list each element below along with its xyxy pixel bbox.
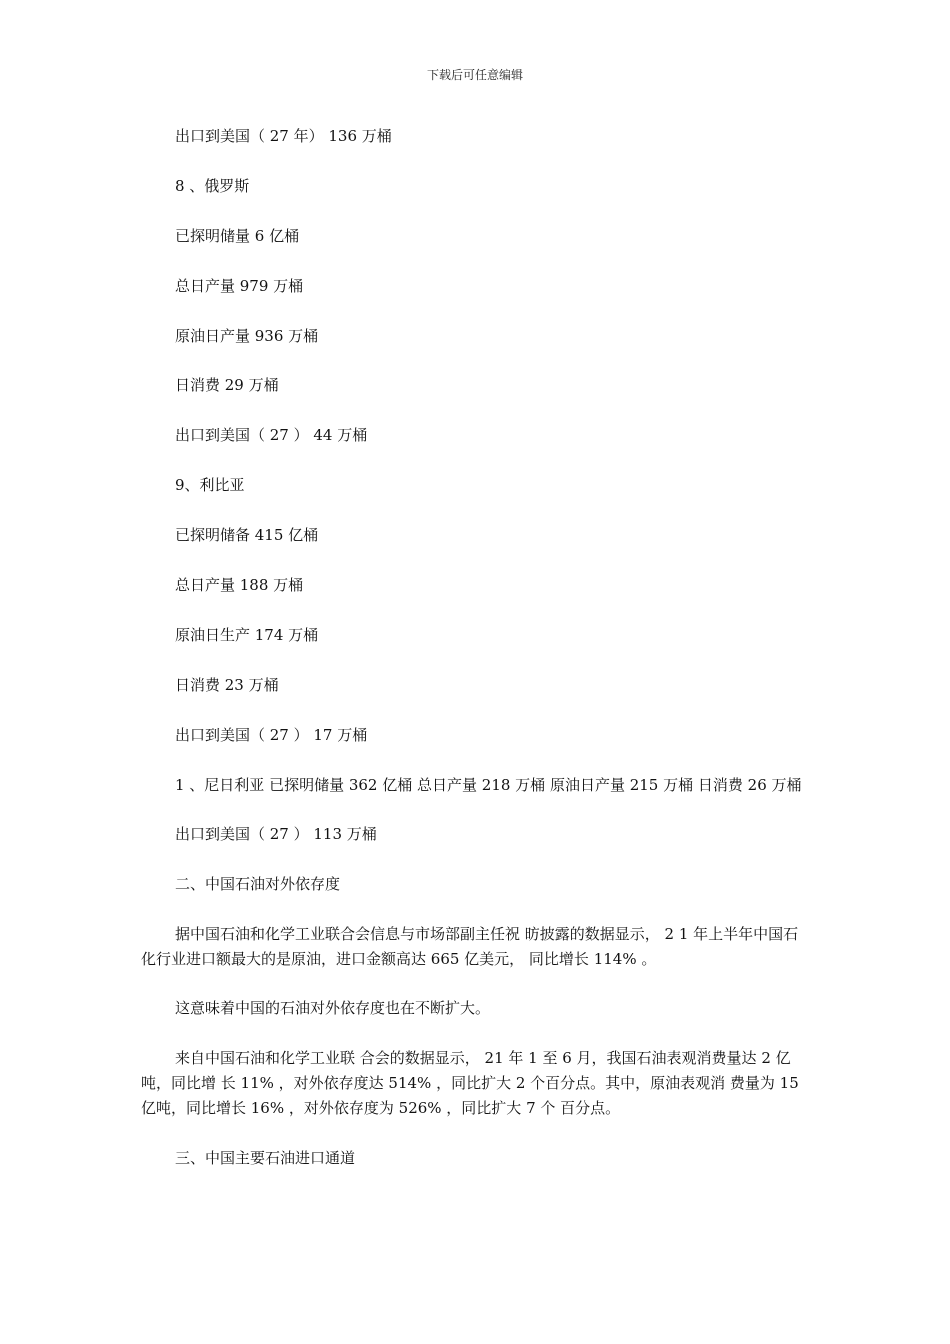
paragraph: 已探明储量 6 亿桶 [175, 226, 300, 245]
paragraph: 出口到美国（ 27 ） 17 万桶 [175, 725, 368, 744]
paragraph: 原油日生产 174 万桶 [175, 625, 319, 644]
paragraph: 据中国石油和化学工业联合会信息与市场部副主任祝 昉披露的数据显示， 2 1 年上半年中国石化行业进口额最大的是原油，进口金额高达 665 亿美元， 同比增长 114% 。 [141, 924, 799, 968]
page-header: 下载后可任意编辑 [426, 68, 523, 82]
paragraph: 日消费 23 万桶 [175, 675, 279, 694]
section-heading: 8 、俄罗斯 [175, 176, 250, 195]
paragraph: 原油日产量 936 万桶 [175, 326, 319, 345]
section-heading: 二、中国石油对外依存度 [175, 874, 341, 893]
paragraph: 1 、尼日利亚 已探明储量 362 亿桶 总日产量 218 万桶 原油日产量 215 万桶 日消费 26 万桶 [175, 775, 802, 794]
paragraph: 出口到美国（ 27 ） 113 万桶 [175, 825, 377, 844]
paragraph: 这意味着中国的石油对外依存度也在不断扩大。 [175, 999, 491, 1018]
paragraph: 出口到美国（ 27 年） 136 万桶 [175, 127, 392, 145]
paragraph: 已探明储备 415 亿桶 [175, 526, 319, 545]
document-body [141, 124, 811, 1196]
paragraph: 出口到美国（ 27 ） 44 万桶 [175, 426, 368, 445]
paragraph: 来自中国石油和化学工业联 合会的数据显示， 21 年 1 至 6 月，我国石油表观消费量达 2 亿吨，同比增 长 11% ，对外依存度达 514% ，同比扩大 2 个百分点。其中，原油表观消 费量为 15 亿吨，同比增长 16% ，对外依存度为 526% ，同比扩大 7 个 百分点。 [141, 1049, 799, 1118]
section-heading: 9、利比亚 [175, 476, 245, 495]
paragraph: 总日产量 979 万桶 [175, 276, 304, 295]
paragraph: 总日产量 188 万桶 [175, 576, 304, 595]
section-heading: 三、中国主要石油进口通道 [175, 1148, 356, 1167]
paragraph: 日消费 29 万桶 [175, 376, 279, 395]
